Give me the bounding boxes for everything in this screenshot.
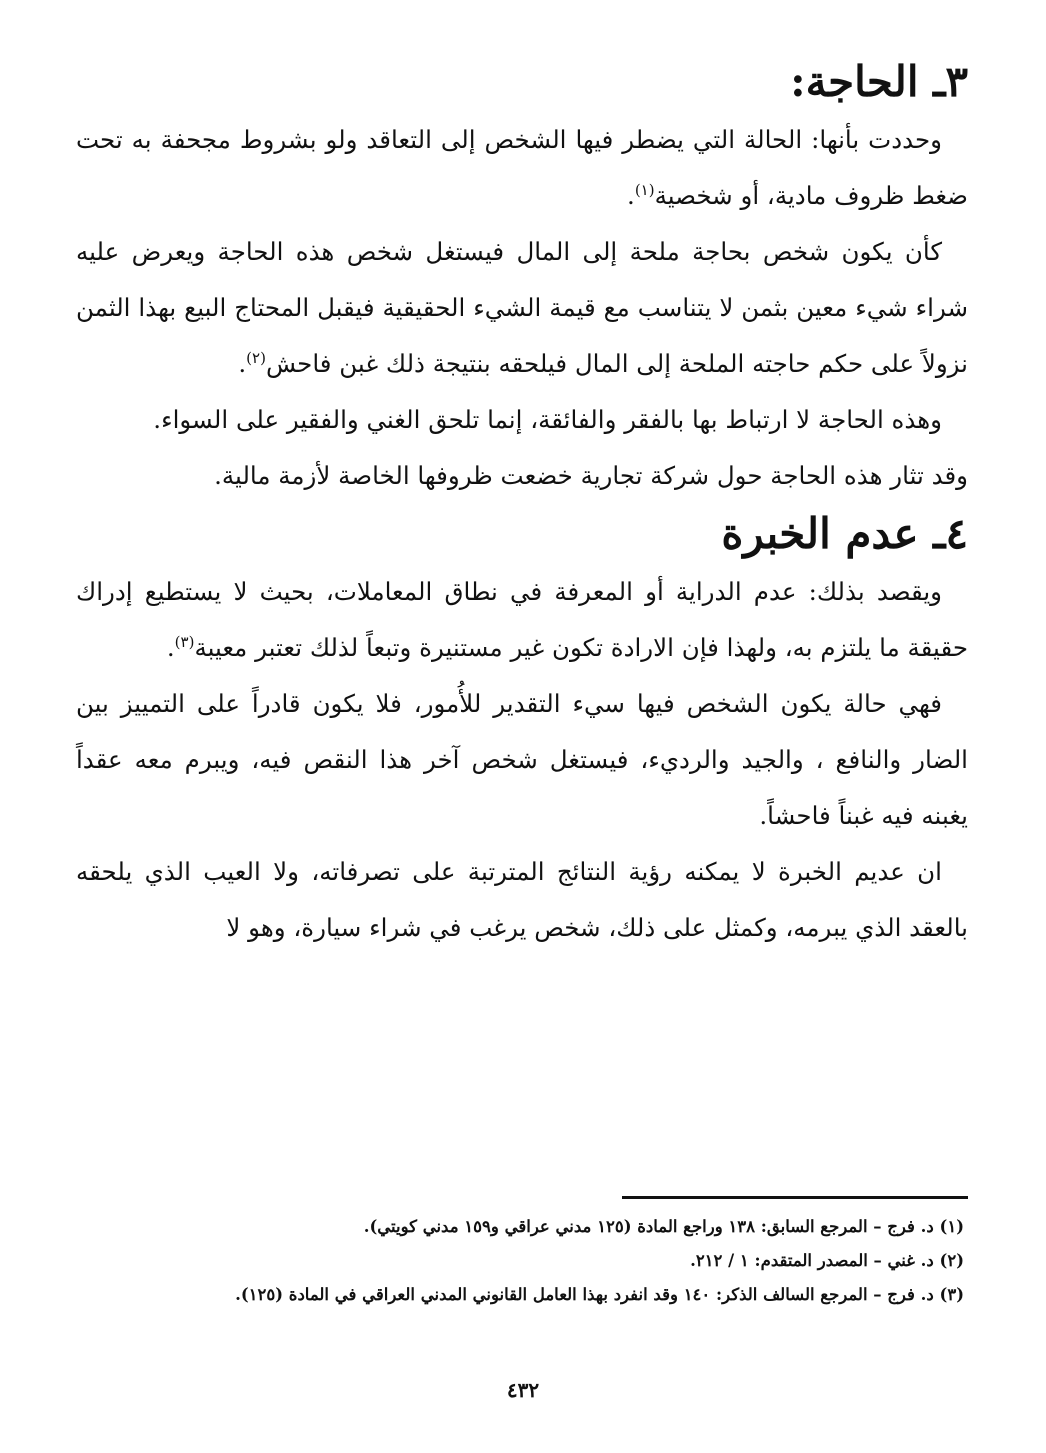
footnote-ref: (١)	[634, 180, 655, 199]
paragraph	[76, 112, 968, 224]
paragraph-text: ويقصد بذلك: عدم الدراية أو المعرفة في نطاق المعاملات، بحيث لا يستطيع إدراك حقيقة ما يلتزم به، ولهذا فإن الارادة تكون غير مستنيرة وتبعاً لذلك تعتبر معيبة	[76, 577, 968, 662]
footnote-separator	[622, 1196, 968, 1199]
footnotes	[76, 1210, 964, 1312]
paragraph-text: كأن يكون شخص بحاجة ملحة إلى المال فيستغل شخص هذه الحاجة ويعرض عليه شراء شيء معين بثمن لا يتناسب مع قيمة الشيء الحقيقية فيقبل المحتاج البيع بهذا الثمن نزولاً على حكم حاجته الملحة إلى المال فيلحقه بنتيجة ذلك غبن فاحش	[76, 237, 968, 378]
section-heading-inexperience: ٤ـ عدم الخبرة	[721, 509, 968, 558]
paragraph-text: ان عديم الخبرة لا يمكنه رؤية النتائج المترتبة على تصرفاته، ولا العيب الذي يلحقه بالعقد الذي يبرمه، وكمثل على ذلك، شخص يرغب في شراء سيارة، وهو لا	[76, 857, 968, 942]
page-number: ٤٣٢	[506, 1378, 540, 1402]
footnote: (٢) د. غني – المصدر المتقدم: ١ / ٢١٢.	[690, 1251, 964, 1270]
paragraph-text: فهي حالة يكون الشخص فيها سيء التقدير للأُمور، فلا يكون قادراً على التمييز بين الضار والنافع ، والجيد والرديء، فيستغل شخص آخر هذا النقص فيه، ويبرم معه عقداً يغبنه فيه غبناً فاحشاً.	[76, 689, 968, 830]
paragraph	[76, 224, 968, 392]
paragraph	[76, 844, 968, 956]
footnote-ref: (٣)	[174, 632, 195, 651]
paragraph-tail: .	[166, 633, 175, 662]
footnote: (١) د. فرج – المرجع السابق: ١٣٨ وراجع المادة (١٢٥ مدني عراقي و١٥٩ مدني كويتي).	[363, 1217, 964, 1236]
paragraph	[76, 676, 968, 844]
paragraph	[76, 564, 968, 676]
footnote: (٣) د. فرج – المرجع السالف الذكر: ١٤٠ وقد انفرد بهذا العامل القانوني المدني العراقي في المادة (١٢٥).	[235, 1285, 964, 1304]
paragraph-tail: .	[238, 349, 247, 378]
main-text	[76, 52, 968, 956]
footnote-ref: (٢)	[246, 348, 266, 367]
paragraph-text: وحددت بأنها: الحالة التي يضطر فيها الشخص إلى التعاقد ولو بشروط مجحفة به تحت ضغط ظروف مادية، أو شخصية	[76, 125, 968, 210]
paragraph-text: وقد تثار هذه الحاجة حول شركة تجارية خضعت ظروفها الخاصة لأزمة مالية.	[214, 461, 968, 490]
section-heading-need: ٣ـ الحاجة:	[790, 57, 968, 106]
paragraph	[76, 392, 968, 448]
paragraph-text: وهذه الحاجة لا ارتباط بها بالفقر والفائقة، إنما تلحق الغني والفقير على السواء.	[153, 405, 942, 434]
paragraph-tail: .	[627, 181, 635, 210]
paragraph	[76, 448, 968, 504]
